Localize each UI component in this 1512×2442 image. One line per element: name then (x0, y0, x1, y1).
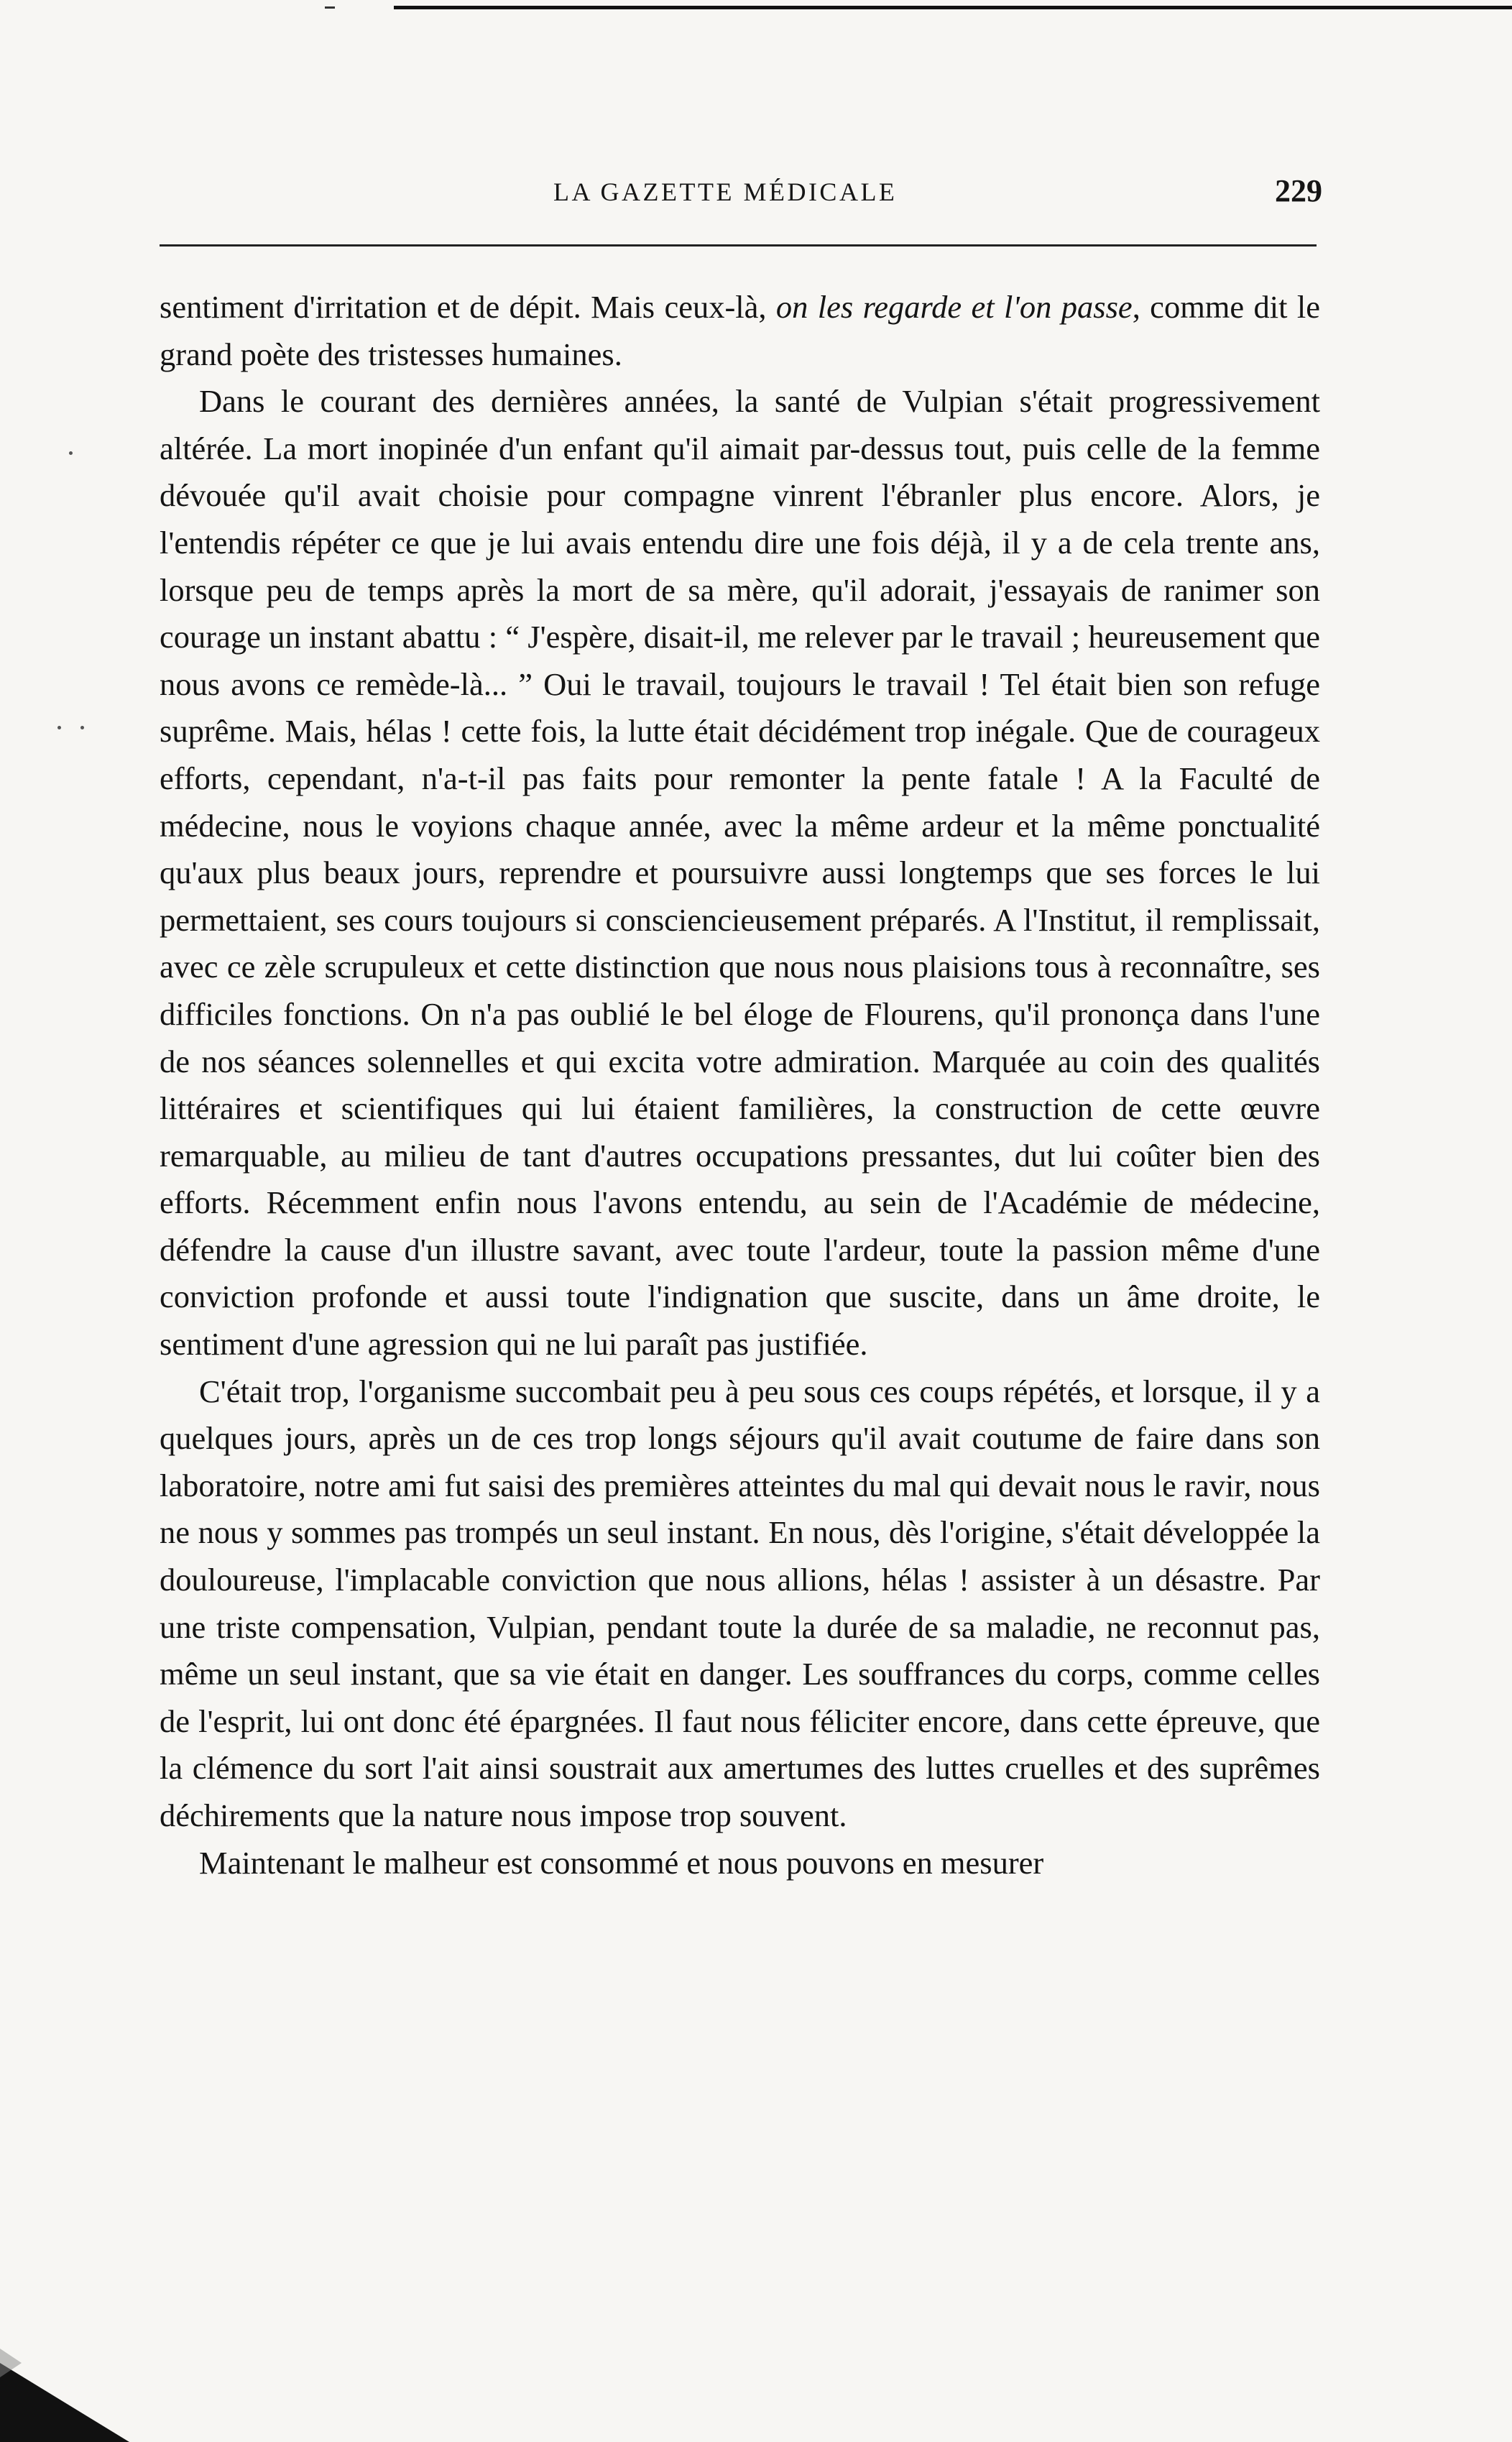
paragraph-4: Maintenant le malheur est consommé et nous pouvons en mesurer (199, 1844, 1044, 1881)
margin-speck (80, 726, 84, 729)
paragraph-3: C'était trop, l'organisme succombait peu à peu sous ces coups répétés, et lorsque, il y a quelques jours, après un de ces trop longs séjours qu'il avait coutume de faire dans son laboratoire, notre ami fut saisi des premières atteintes du mal qui devait nous le ravir, nous ne nous y sommes pas trompés un seul instant. En nous, dès l'origine, s'était développée la douloureuse, l'implacable conviction que nous allions, hélas ! assister à un désastre. Par une triste compensation, Vulpian, pendant toute la durée de sa maladie, ne reconnut pas, même un seul instant, que sa vie était en danger. Les souffrances du corps, comme celles de l'esprit, lui ont donc été épargnées. Il faut nous féliciter encore, dans cette épreuve, que la clémence du sort l'ait ainsi soustrait aux amertumes des luttes cruelles et des suprêmes déchirements que la nature nous impose trop souvent. (160, 1373, 1320, 1833)
scan-corner-shadow (0, 2320, 129, 2442)
header-rule (160, 244, 1317, 246)
body-text (160, 284, 1320, 1886)
paragraph-1-text-end: , comme dit le grand poète des tristesses humaines. (160, 289, 1321, 372)
top-edge-rule (394, 6, 1512, 9)
running-head: LA GAZETTE MÉDICALE (553, 178, 898, 206)
paragraph-2: Dans le courant des dernières années, la santé de Vulpian s'était progressivement altérée. La mort inopinée d'un enfant qu'il aimait par-dessus tout, puis celle de la femme dévouée qu'il avait choisie pour compagne vinrent l'ébranler plus encore. Alors, je l'entendis répéter ce que je lui avais entendu dire une fois déjà, il y a de cela trente ans, lorsque peu de temps après la mort de sa mère, qu'il adorait, j'essayais de ranimer son courage un instant abattu : “ J'espère, disait-il, me relever par le travail ; heureusement que nous avons ce remède-là... ” Oui le travail, toujours le travail ! Tel était bien son refuge suprême. Mais, hélas ! cette fois, la lutte était décidément trop inégale. Que de courageux efforts, cependant, n'a-t-il pas faits pour remonter la pente fatale ! A la Faculté de médecine, nous le voyions chaque année, avec la même ardeur et la même ponctualité qu'aux plus beaux jours, reprendre et poursuivre aussi longtemps que ses forces le lui permettaient, ses cours toujours si consciencieusement préparés. A l'Institut, il remplissait, avec ce zèle scrupuleux et cette distinction que nous nous plaisions tous à reconnaître, ses difficiles fonctions. On n'a pas oublié le bel éloge de Flourens, qu'il prononça dans l'une de nos séances solennelles et qui excita votre admiration. Marquée au coin des qualités littéraires et scientifiques qui lui étaient familières, la construction de cette œuvre remarquable, au milieu de tant d'autres occupations pressantes, dut lui coûter bien des efforts. Récemment enfin nous l'avons entendu, au sein de l'Académie de médecine, défendre la cause d'un illustre savant, avec toute l'ardeur, toute la passion même d'une conviction profonde et aussi toute l'indignation que suscite, dans un âme droite, le sentiment d'une agression qui ne lui paraît pas justifiée. (160, 383, 1320, 1363)
margin-speck (69, 451, 73, 455)
top-edge-mark (325, 6, 335, 9)
paragraph-1 (160, 284, 1320, 378)
paragraph-1-text: sentiment d'irritation et de dépit. Mais ceux-là, (160, 289, 776, 325)
paragraph-1-quote: on les regarde et l'on passe (775, 289, 1133, 325)
margin-speck (57, 726, 61, 729)
page-header (158, 173, 1322, 227)
page-number: 229 (1275, 173, 1322, 208)
